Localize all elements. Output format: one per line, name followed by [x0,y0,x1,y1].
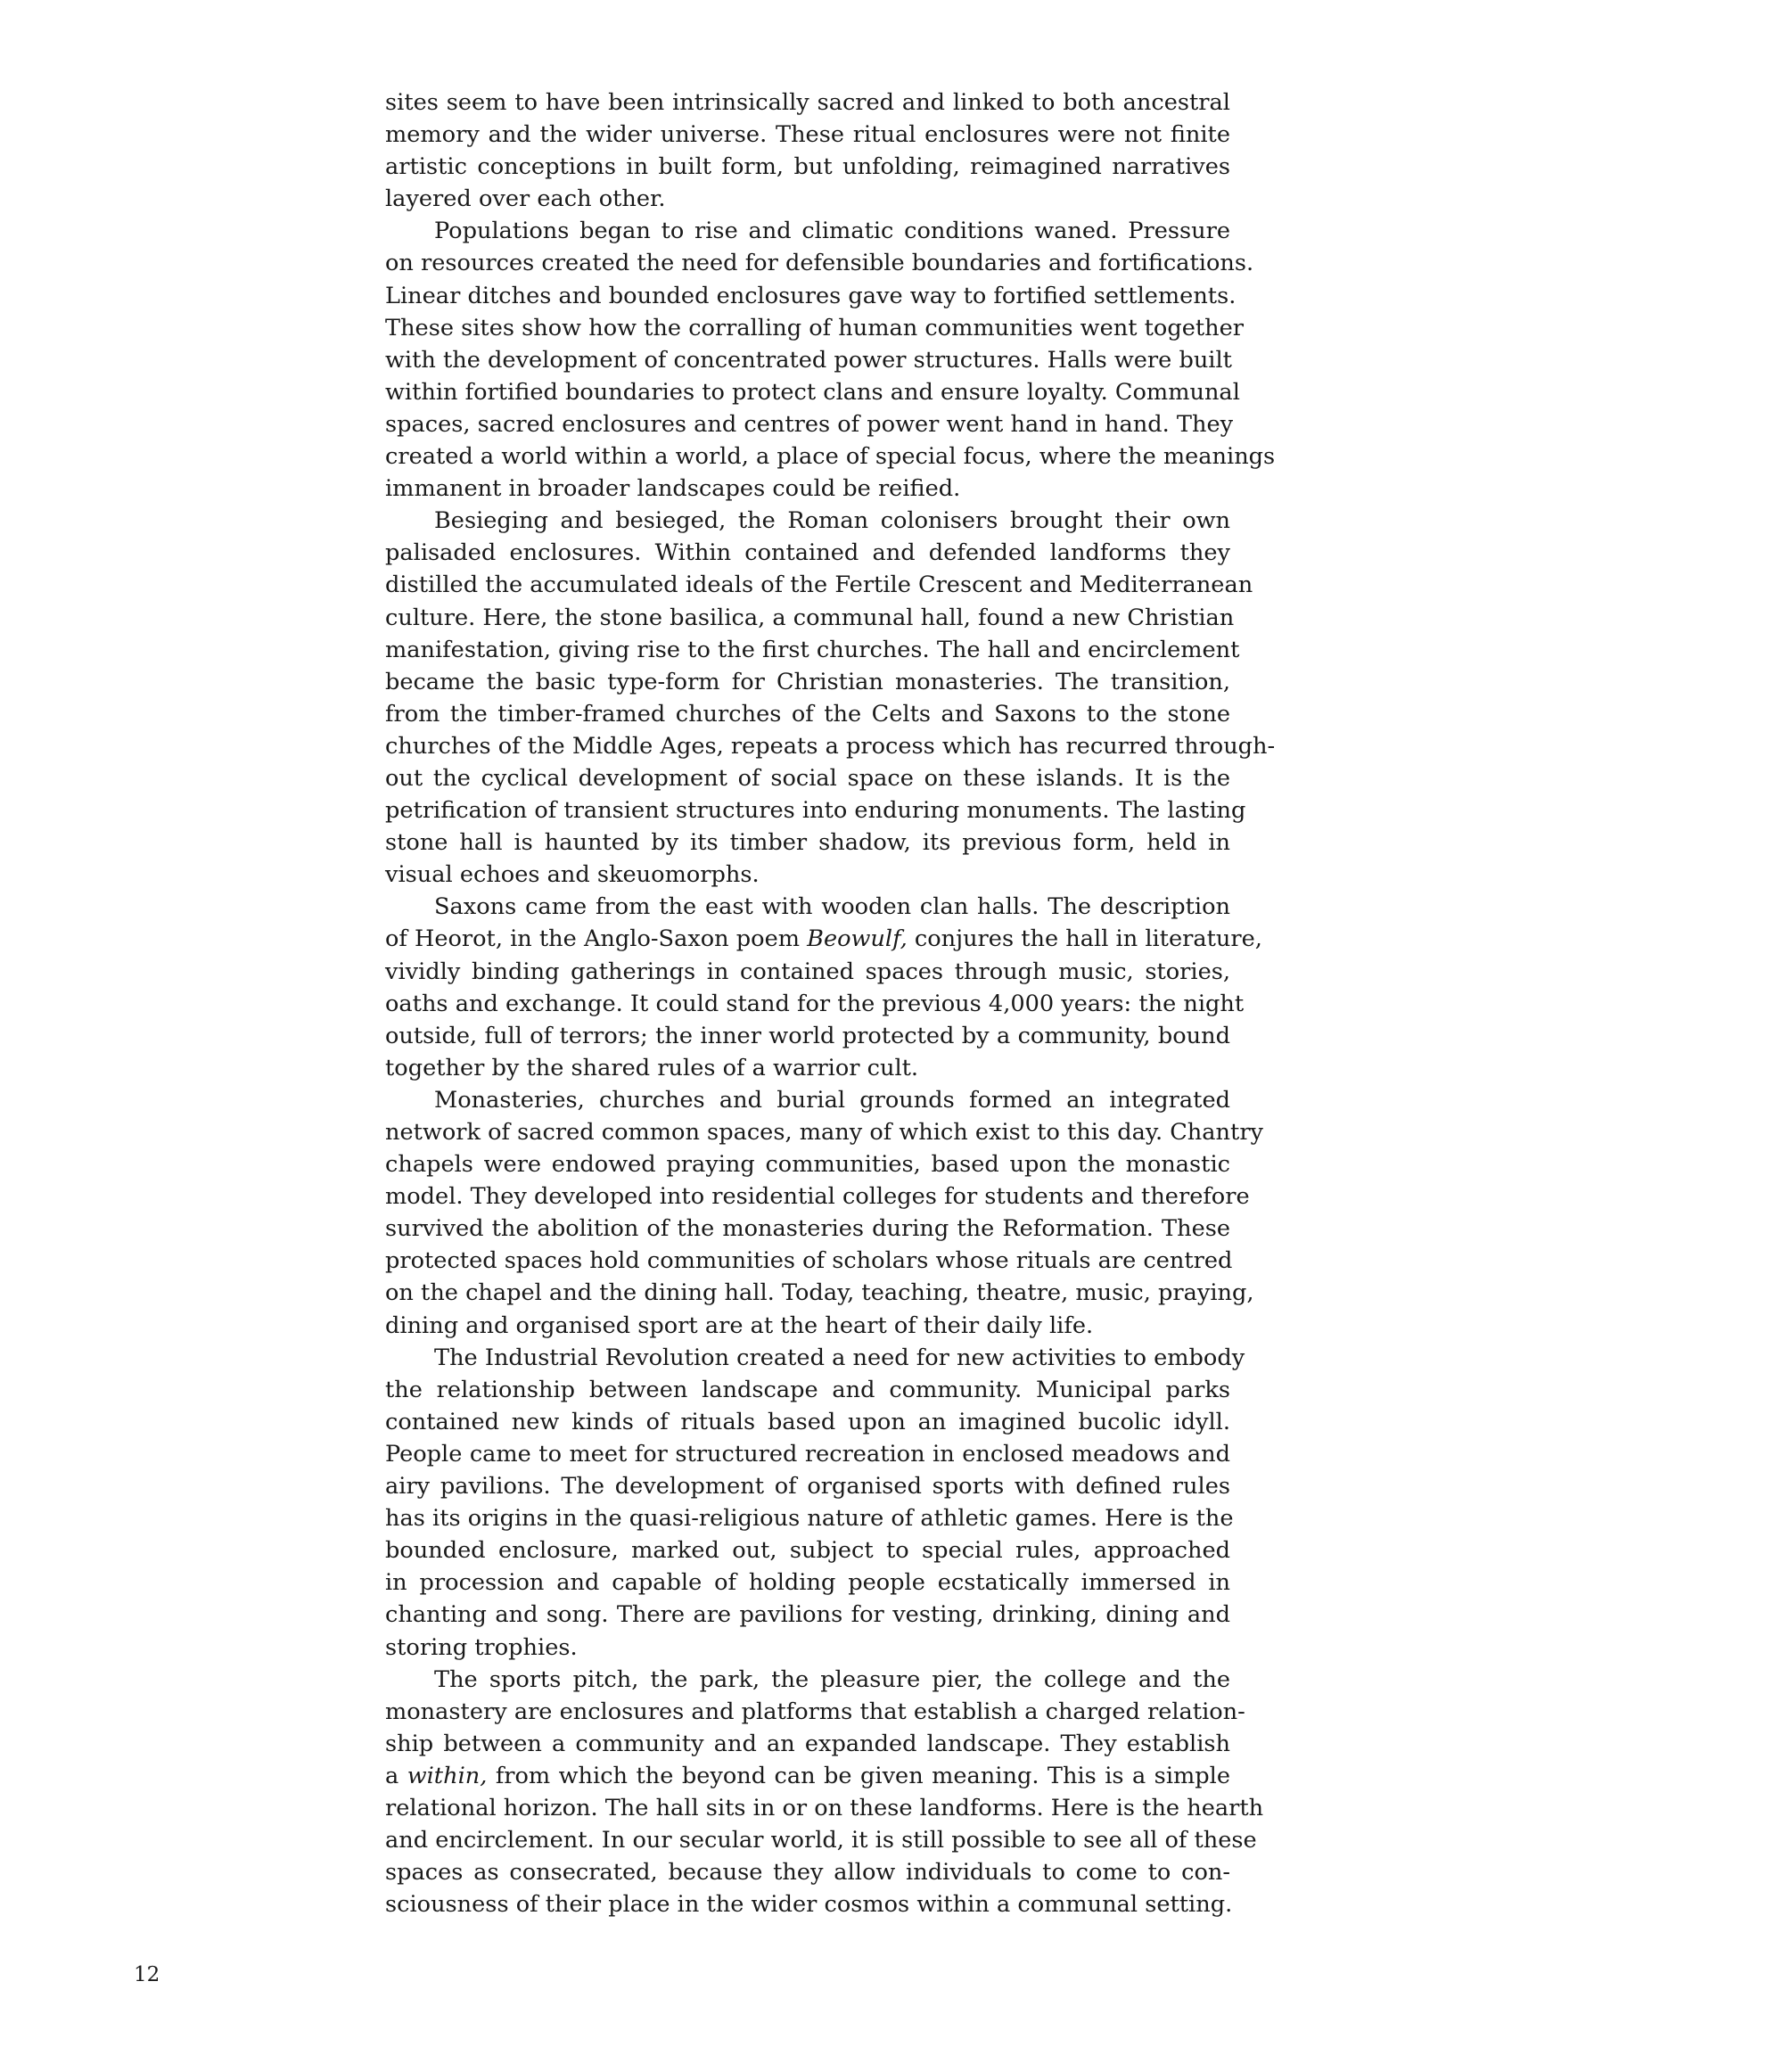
text-line: chanting and song. There are pavilions for vesting, drinking, dining and [385,1601,1230,1629]
text-line: dining and organised sport are at the heart of their daily life. [385,1311,1094,1339]
text-segment: conjures the hall in literature, [907,925,1262,953]
paragraph [385,891,1262,1084]
text-line: Monasteries, churches and burial grounds formed an integrated [434,1086,1230,1114]
text-line: out the cyclical development of social space on these islands. It is the [385,764,1230,792]
text-line: Linear ditches and bounded enclosures gave way to fortified settlements. [385,282,1237,309]
text-line: survived the abolition of the monasteries during the Reformation. These [385,1215,1230,1243]
text-line: spaces as consecrated, because they allow individuals to come to con- [385,1859,1230,1887]
text-line: culture. Here, the stone basilica, a communal hall, found a new Christian [385,604,1235,631]
text-line: palisaded enclosures. Within contained and defended landforms they [385,539,1230,567]
text-line: ship between a community and an expanded landscape. They establish [385,1730,1230,1757]
text-line: oaths and exchange. It could stand for the previous 4,000 years: the night [385,990,1245,1017]
text-line: Besieging and besieged, the Roman colonisers brought their own [434,507,1230,535]
text-line: and encirclement. In our secular world, it is still possible to see all of these [385,1827,1257,1854]
text-line: artistic conceptions in built form, but unfolding, reimagined narratives [385,153,1230,181]
text-line: has its origins in the quasi-religious nature of athletic games. Here is the [385,1505,1234,1533]
text-line: from the timber-framed churches of the Celts and Saxons to the stone [385,700,1230,728]
text-line: with the development of concentrated power structures. Halls were built [385,346,1232,374]
text-line: Populations began to rise and climatic conditions waned. Pressure [434,218,1230,245]
text-line: The Industrial Revolution created a need for new activities to embody [434,1344,1245,1371]
text-line: on the chapel and the dining hall. Today, teaching, theatre, music, praying, [385,1279,1254,1307]
text-line: together by the shared rules of a warrior cult. [385,1054,919,1081]
text-line: in procession and capable of holding people ecstatically immersed in [385,1569,1230,1597]
text-line: monastery are enclosures and platforms that establish a charged relation- [385,1698,1245,1725]
text-line: storing trophies. [385,1633,578,1661]
text-line: churches of the Middle Ages, repeats a process which has recurred through- [385,732,1276,760]
text-line: model. They developed into residential colleges for students and therefore [385,1183,1250,1211]
text-line: protected spaces hold communities of scholars whose rituals are centred [385,1247,1233,1275]
text-segment: from which the beyond can be given meaning. This is a simple [487,1762,1230,1789]
text-line: bounded enclosure, marked out, subject to special rules, approached [385,1537,1230,1565]
text-line: on resources created the need for defensible boundaries and fortifications. [385,250,1254,277]
text-line: relational horizon. The hall sits in or on these landforms. Here is the hearth [385,1794,1264,1821]
body-text [385,86,1276,1920]
text-line: contained new kinds of rituals based upon an imagined bucolic idyll. [385,1408,1230,1435]
text-line [385,1760,1230,1792]
text-line: memory and the wider universe. These ritual enclosures were not finite [385,121,1230,149]
text-segment: a [385,1762,407,1789]
paragraph [385,215,1276,505]
text-line: vividly binding gatherings in contained spaces through music, stories, [385,958,1230,985]
text-line: petrification of transient structures into enduring monuments. The lasting [385,797,1246,825]
paragraph [385,1664,1264,1921]
page-number: 12 [134,1963,160,1986]
text-line: sciousness of their place in the wider cosmos within a communal setting. [385,1891,1233,1919]
paragraph [385,1342,1245,1664]
emphasis-word: within, [407,1762,488,1789]
text-line: These sites show how the corralling of human communities went together [385,314,1245,341]
text-line: became the basic type-form for Christian monasteries. The transition, [385,668,1230,695]
text-line: airy pavilions. The development of organised sports with defined rules [385,1473,1230,1501]
paragraph [385,1084,1264,1342]
text-line: within fortified boundaries to protect clans and ensure loyalty. Communal [385,378,1240,406]
paragraph [385,86,1230,215]
paragraph [385,505,1276,891]
poem-title: Beowulf, [807,925,908,953]
text-line: chapels were endowed praying communities, based upon the monastic [385,1151,1230,1179]
text-line: created a world within a world, a place of special focus, where the meanings [385,443,1276,471]
text-line: People came to meet for structured recreation in enclosed meadows and [385,1440,1230,1468]
text-line: stone hall is haunted by its timber shadow, its previous form, held in [385,829,1230,857]
text-line: distilled the accumulated ideals of the Fertile Crescent and Mediterranean [385,571,1253,599]
text-line: network of sacred common spaces, many of which exist to this day. Chantry [385,1119,1264,1146]
text-line: outside, full of terrors; the inner world protected by a community, bound [385,1022,1230,1049]
text-line: Saxons came from the east with wooden clan halls. The description [434,893,1230,921]
text-line: immanent in broader landscapes could be reified. [385,475,961,503]
text-line: layered over each other. [385,185,666,213]
text-line [385,923,1262,955]
text-line: manifestation, giving rise to the first churches. The hall and encirclement [385,636,1240,663]
text-line: spaces, sacred enclosures and centres of power went hand in hand. They [385,410,1234,438]
text-line: the relationship between landscape and community. Municipal parks [385,1376,1230,1403]
text-line: visual echoes and skeuomorphs. [385,861,760,889]
text-line: sites seem to have been intrinsically sacred and linked to both ancestral [385,89,1230,116]
text-segment: of Heorot, in the Anglo-Saxon poem [385,925,808,953]
text-line: The sports pitch, the park, the pleasure pier, the college and the [434,1665,1230,1693]
